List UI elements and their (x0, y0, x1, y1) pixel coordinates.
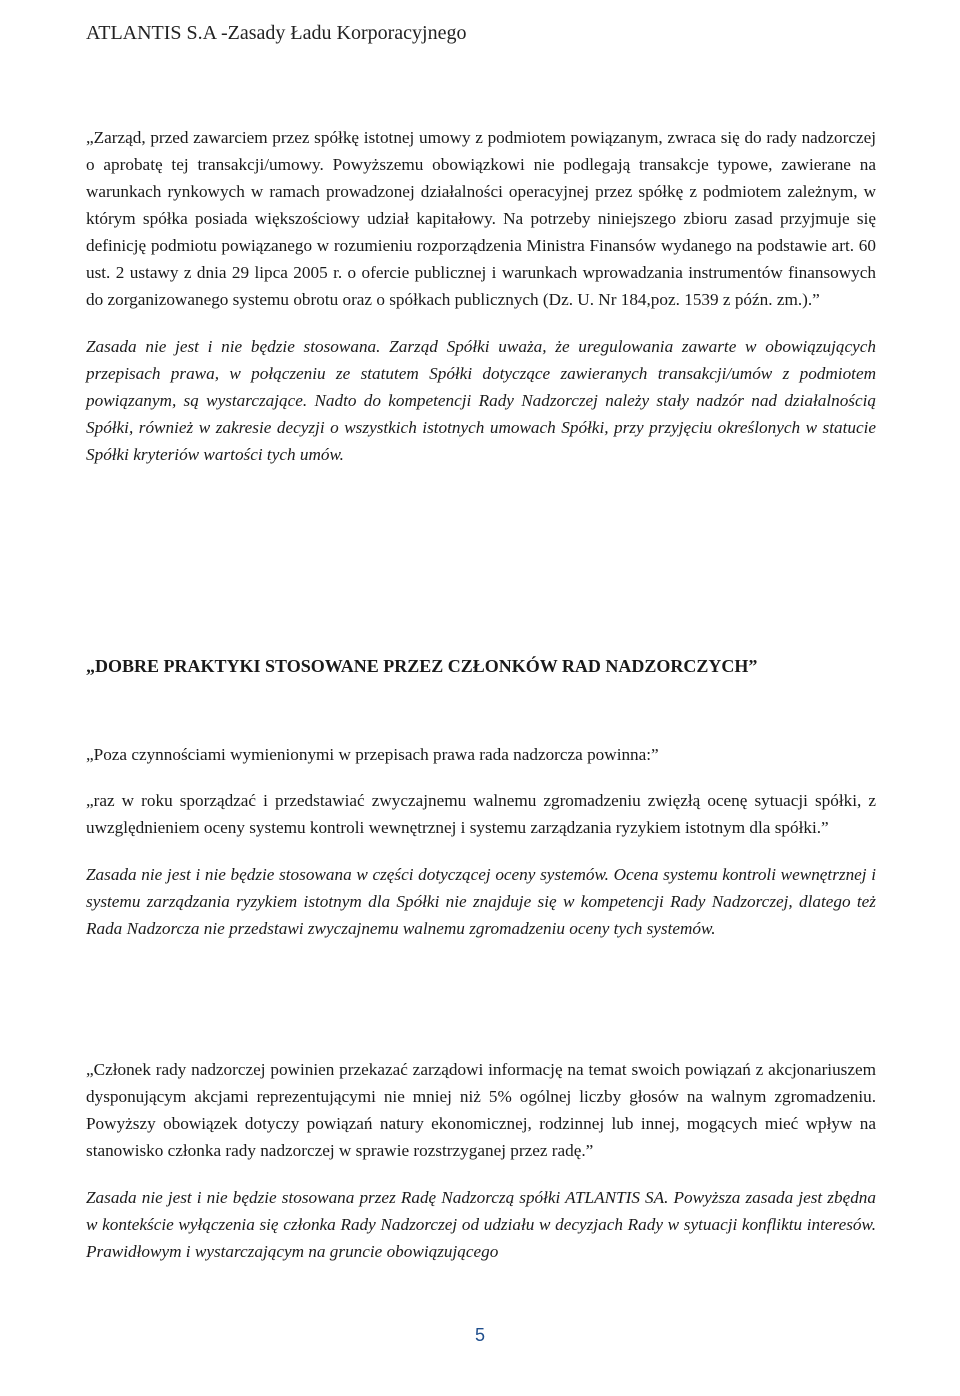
section-heading: „DOBRE PRAKTYKI STOSOWANE PRZEZ CZŁONKÓW RAD NADZORCZYCH” (86, 656, 758, 676)
page-number: 5 (474, 1325, 485, 1345)
principle-comment: Zasada nie jest i nie będzie stosowana przez Radę Nadzorczą spółki ATLANTIS SA. Powyższa zasada jest zbędna w kontekście wyłączenia się członka Rady Nadzorczej od udziału w decyzjach Rady w sytuacji konfliktu interesów. Prawidłowym i wystarczającym na gruncie obowiązującego (86, 1188, 876, 1261)
section-transactions (86, 124, 876, 468)
principle-comment: Zasada nie jest i nie będzie stosowana w części dotyczącej oceny systemów. Ocena systemu kontroli wewnętrznej i systemu zarządzania ryzykiem istotnym dla Spółki nie znajduje się w kompetencji Rady Nadzorczej, dlatego też Rada Nadzorcza nie przedstawi zwyczajnemu walnemu zgromadzeniu oceny tych systemów. (86, 865, 876, 938)
section-board-duties (86, 741, 876, 942)
principle-quote: „Członek rady nadzorczej powinien przekazać zarządowi informację na temat swoich powiązań z akcjonariuszem dysponującym akcjami reprezentującymi nie mniej niż 5% ogólnej liczby głosów na walnym zgromadzeniu. Powyższy obowiązek dotyczy powiązań natury ekonomicznej, rodzinnej lub innej, mogących mieć wpływ na stanowisko członka rady nadzorczej w sprawie rozstrzyganej przez radę.” (86, 1060, 876, 1160)
principle-quote: „Zarząd, przed zawarciem przez spółkę istotnej umowy z podmiotem powiązanym, zwraca się do rady nadzorczej o aprobatę tej transakcji/umowy. Powyższemu obowiązkowi nie podlegają transakcje typowe, zawierane na warunkach rynkowych w ramach prowadzonej działalności operacyjnej przez spółkę z podmiotem zależnym, w którym spółka posiada większościowy udział kapitałowy. Na potrzeby niniejszego zbioru zasad przyjmuje się definicję podmiotu powiązanego w rozumieniu rozporządzenia Ministra Finansów wydanego na podstawie art. 60 ust. 2 ustawy z dnia 29 lipca 2005 r. o ofercie publicznej i warunkach wprowadzania instrumentów finansowych do zorganizowanego systemu obrotu oraz o spółkach publicznych (Dz. U. Nr 184,poz. 1539 z późn. zm.).” (86, 128, 876, 309)
principle-intro: „Poza czynnościami wymienionymi w przepisach prawa rada nadzorcza powinna:” (86, 745, 659, 764)
principle-comment: Zasada nie jest i nie będzie stosowana. Zarząd Spółki uważa, że uregulowania zawarte w obowiązujących przepisach prawa, w połączeniu ze statutem Spółki dotyczące zawieranych transakcji/umów z podmiotem powiązanym, są wystarczające. Nadto do kompetencji Rady Nadzorczej należy stały nadzór nad działalnością Spółki, również w zakresie decyzji o wszystkich istotnych umowach Spółki, przy przyjęciu określonych w statucie Spółki kryteriów wartości tych umów. (86, 337, 876, 464)
principle-quote: „raz w roku sporządzać i przedstawiać zwyczajnemu walnemu zgromadzeniu zwięzłą ocenę sytuacji spółki, z uwzględnieniem oceny systemu kontroli wewnętrznej i systemu zarządzania ryzykiem istotnym dla spółki.” (86, 791, 876, 837)
document-header: ATLANTIS S.A -Zasady Ładu Korporacyjnego (86, 22, 467, 44)
section-member-ties (86, 1056, 876, 1265)
